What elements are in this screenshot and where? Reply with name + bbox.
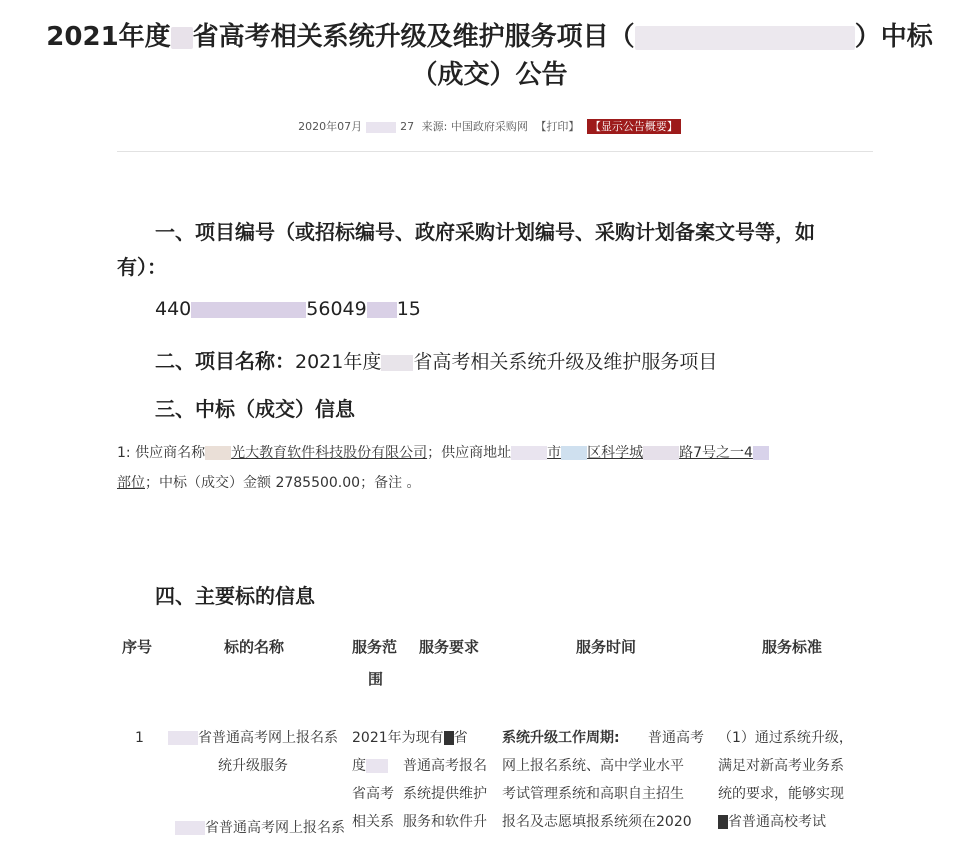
row-name-line3: 省普通高考网上报名系: [205, 820, 345, 836]
row-time-line2: 网上报名系统、高中学业水平: [502, 758, 684, 774]
row-name-line1: 省普通高考网上报名系: [198, 730, 338, 746]
redacted-mark: [444, 731, 454, 745]
row-time: [502, 752, 717, 836]
row-name-line2: 统升级服务: [218, 758, 288, 774]
show-summary-button[interactable]: 【显示公告概要】: [587, 119, 681, 134]
section4-heading: 四、主要标的信息: [155, 584, 315, 608]
row-scope-line3: 省高考: [352, 786, 394, 802]
col-scope: 服务范: [352, 638, 398, 656]
row-time-line4: 报名及志愿填报系统须在2020: [502, 814, 692, 830]
col-scope-cont: 围: [368, 670, 384, 688]
row-std-line4: 省普通高校考试: [728, 814, 826, 830]
row-time-line3: 考试管理系统和高职自主招生: [502, 786, 684, 802]
row-standard: [718, 724, 868, 836]
row-std-line2: 满足对新高考业务系: [718, 758, 844, 774]
meta-bar: [0, 118, 979, 134]
redacted-mark: [753, 446, 769, 460]
section2: [155, 345, 717, 374]
row-req-line4: 服务和软件升: [403, 814, 487, 830]
divider: [117, 151, 873, 152]
project-number-a: 440: [155, 298, 192, 320]
redacted-mark: [643, 446, 679, 460]
address-road: 路7号之一4: [679, 445, 753, 461]
project-name-a: 2021年度: [295, 351, 382, 373]
supplier-address-label: ；供应商地址: [427, 445, 512, 461]
title-prefix: 2021年度: [46, 22, 171, 52]
redacted-mark: [511, 446, 547, 460]
redacted-mark: [191, 302, 306, 318]
row-scope-line4: 相关系: [352, 814, 394, 830]
project-number-b: 56049: [306, 298, 367, 320]
row-scope-line1: 2021年为现有: [352, 730, 444, 746]
title-mid: 省高考相关系统升级及维护服务项目（: [192, 22, 635, 52]
section3-heading: 三、中标（成交）信息: [155, 397, 355, 421]
row-req-heading: 系统升级工作周期:: [502, 730, 620, 746]
publish-time: 27: [400, 120, 415, 133]
redacted-mark: [718, 815, 728, 829]
section1-heading: 一、项目编号（或招标编号、政府采购计划编号、采购计划备案文号等，如: [155, 220, 815, 244]
redacted-mark: [171, 27, 193, 49]
redacted-project-code: [635, 26, 855, 50]
publish-date: 2020年07月: [298, 120, 363, 133]
source-text: 来源: 中国政府采购网: [421, 120, 528, 133]
supplier-name: 光大教育软件科技股份有限公司: [231, 445, 428, 461]
print-link[interactable]: 【打印】: [535, 120, 580, 133]
project-number: [155, 298, 421, 320]
redacted-mark: [366, 759, 388, 773]
redacted-mark: [367, 302, 397, 318]
page-title: [20, 18, 959, 94]
col-index: 序号: [122, 638, 153, 656]
address-city: 市: [547, 445, 562, 461]
title-suffix: ）中标: [854, 22, 933, 52]
redacted-mark: [366, 122, 396, 133]
row-req-line3: 系统提供维护: [403, 786, 487, 802]
address-tail: 部位: [117, 475, 145, 491]
section1-heading-cont: 有）：: [117, 255, 167, 279]
section2-heading: 二、项目名称：: [155, 349, 295, 373]
col-requirement: 服务要求: [419, 638, 480, 656]
row-std-line1: （1）通过系统升级，: [718, 730, 853, 746]
project-name-b: 省高考相关系统升级及维护服务项目: [413, 351, 718, 373]
award-amount: ；中标（成交）金额 2785500.00；备注 。: [145, 475, 421, 491]
col-name: 标的名称: [224, 638, 285, 656]
redacted-mark: [561, 446, 587, 460]
row-std-line3: 统的要求，能够实现: [718, 786, 844, 802]
supplier-label: 1: 供应商名称: [117, 445, 206, 461]
row-requirement: [403, 752, 503, 836]
row-time-line1: 普通高考: [648, 730, 704, 746]
row-scope-line2: 度: [352, 758, 366, 774]
redacted-mark: [175, 821, 205, 835]
award-info: [117, 438, 877, 498]
redacted-mark: [381, 355, 413, 371]
row-scope-line1b: 省: [453, 730, 468, 746]
project-number-c: 15: [396, 298, 421, 320]
row-index: 1: [135, 730, 144, 746]
title-line2: （成交）公告: [411, 60, 568, 90]
row-req-line2: 普通高考报名: [403, 758, 487, 774]
row-name: [148, 724, 358, 780]
col-standard: 服务标准: [762, 638, 823, 656]
col-time: 服务时间: [576, 638, 637, 656]
address-district: 区科学城: [587, 445, 644, 461]
redacted-mark: [168, 731, 198, 745]
row-name-second: [160, 814, 360, 842]
redacted-mark: [205, 446, 231, 460]
